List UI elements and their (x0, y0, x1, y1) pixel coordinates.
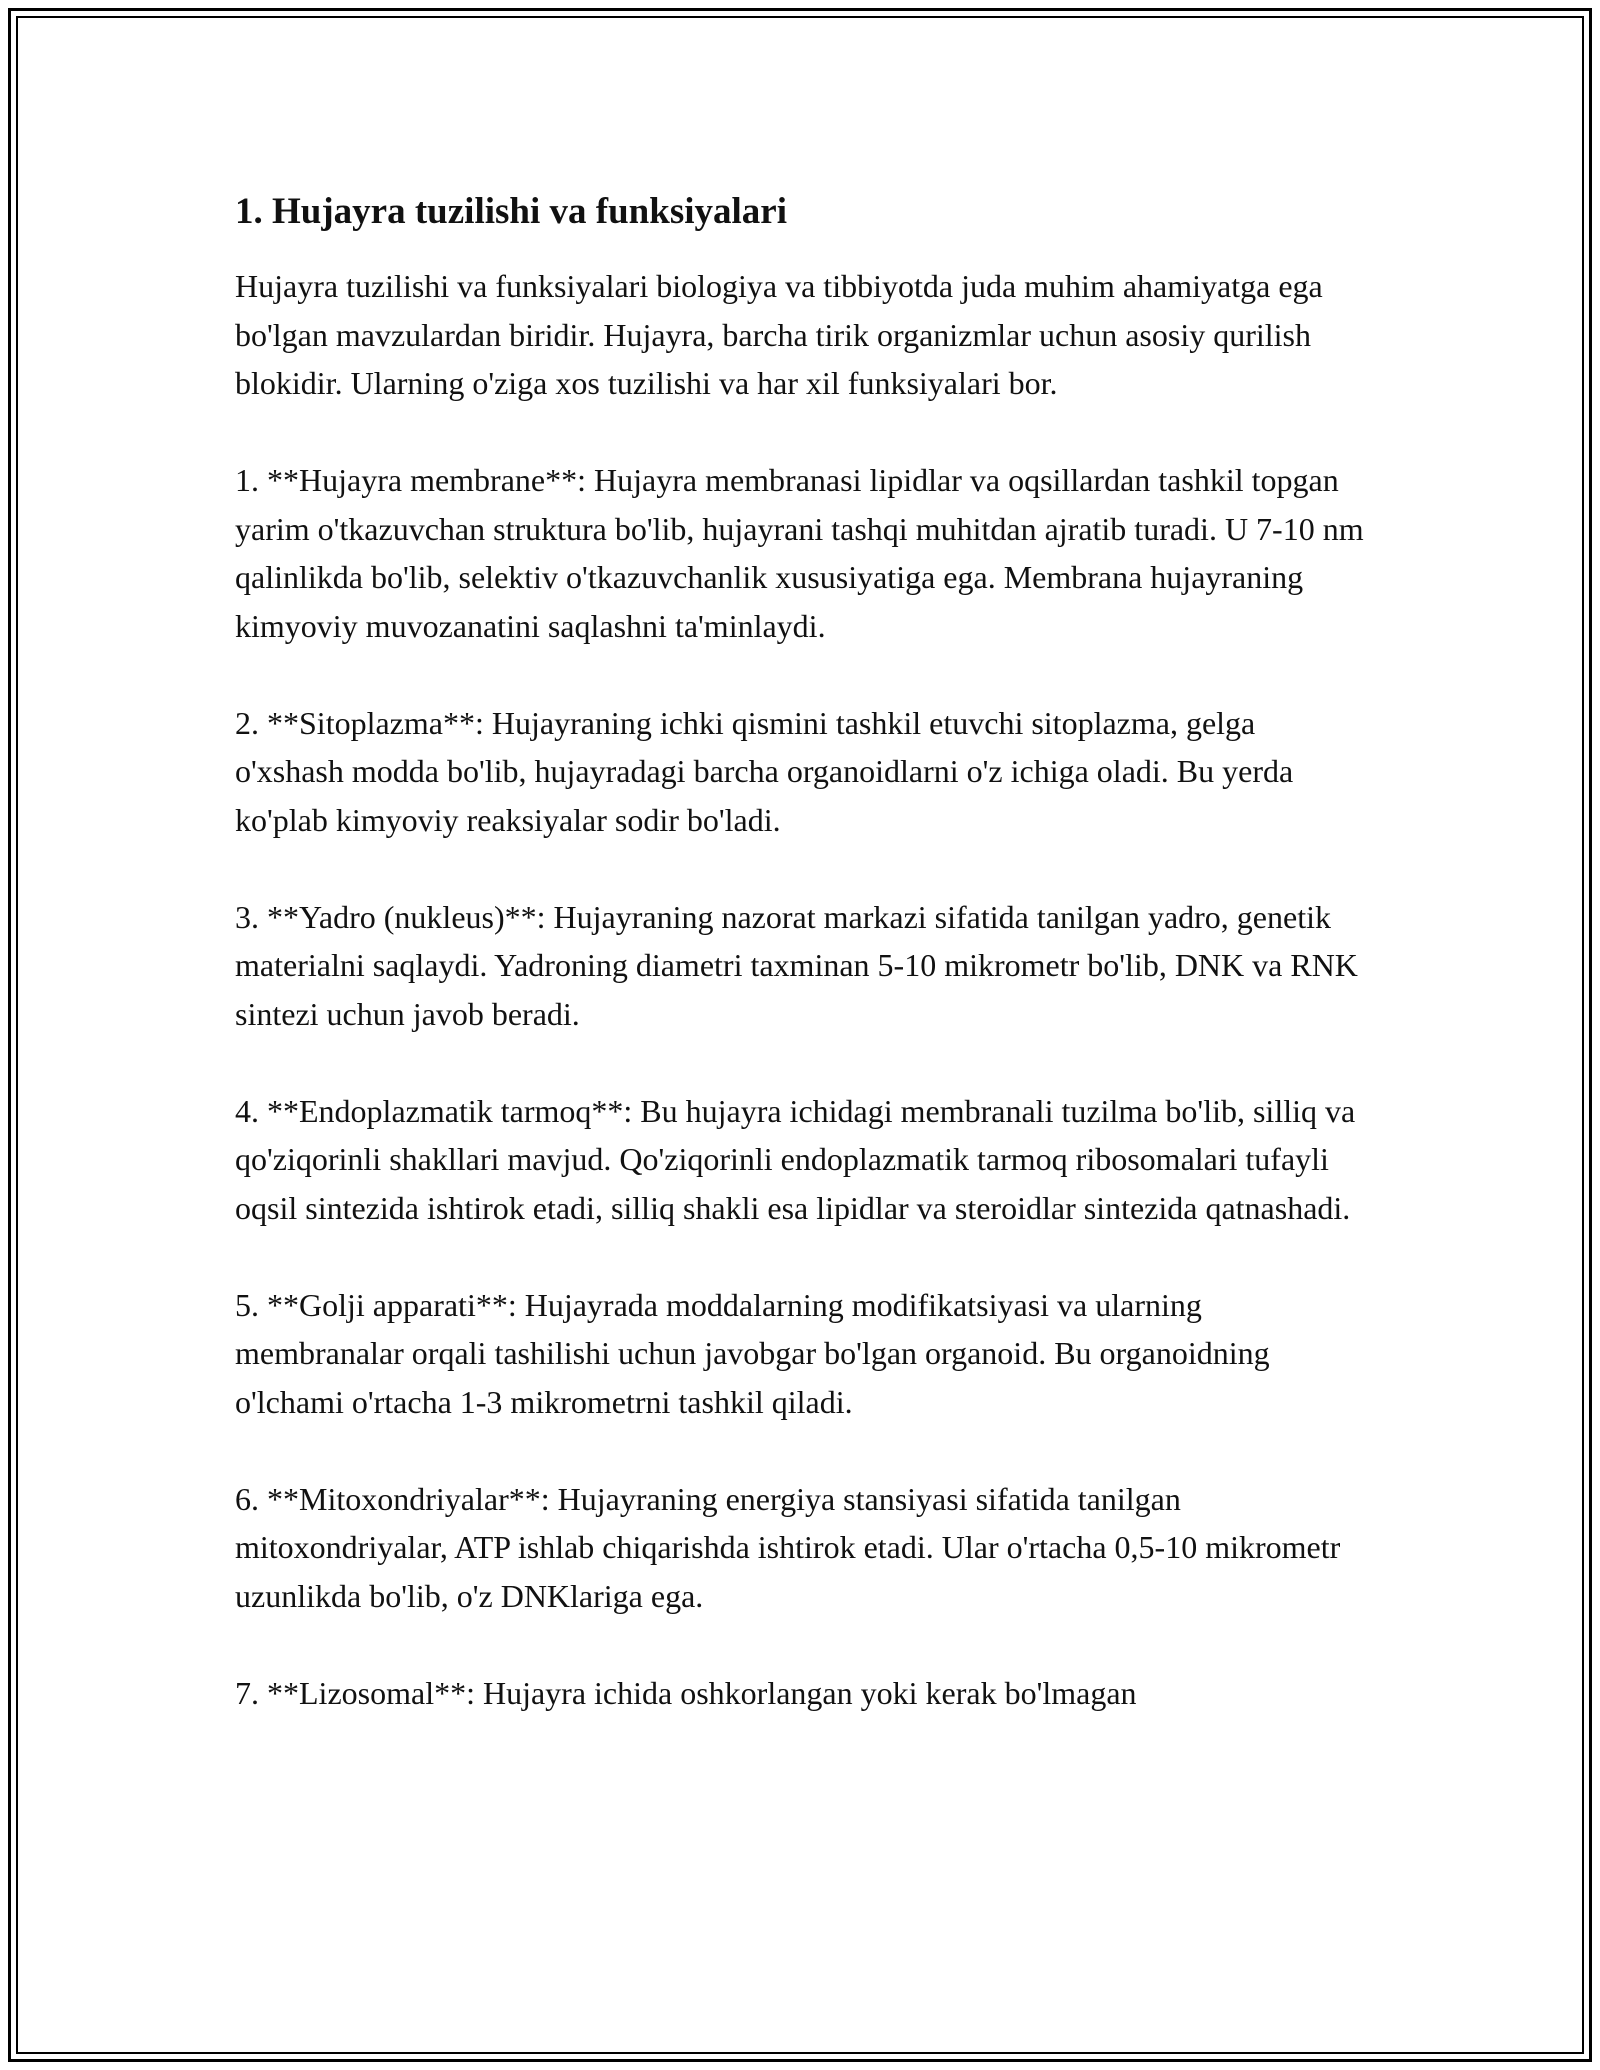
list-item-lysosome: 7. **Lizosomal**: Hujayra ichida oshkorlangan yoki kerak bo'lmagan (235, 1674, 1137, 1711)
intro-paragraph: Hujayra tuzilishi va funksiyalari biologiya va tibbiyotda juda muhim ahamiyatga ega bo'lgan mavzulardan biridir. Hujayra, barcha tirik organizmlar uchun asosiy qurilish blokidir. Ularning o'ziga xos tuzilishi va har xil funksiyalari bor. (235, 268, 1323, 401)
list-item-mitochondria: 6. **Mitoxondriyalar**: Hujayraning energiya stansiyasi sifatida tanilgan mitoxondriyalar, ATP ishlab chiqarishda ishtirok etadi. Ular o'rtacha 0,5-10 mikrometr uzunlikda bo'lib, o'z DNKlariga ega. (235, 1480, 1341, 1614)
list-item-cytoplasm: 2. **Sitoplazma**: Hujayraning ichki qismini tashkil etuvchi sitoplazma, gelga o'xshash modda bo'lib, hujayradagi barcha organoidlarni o'z ichiga oladi. Bu yerda ko'plab kimyoviy reaksiyalar sodir bo'ladi. (235, 704, 1294, 838)
document-body (235, 188, 1365, 1766)
list-item-nucleus: 3. **Yadro (nukleus)**: Hujayraning nazorat markazi sifatida tanilgan yadro, genetik materialni saqlaydi. Yadroning diametri taxminan 5-10 mikrometr bo'lib, DNK va RNK sintezi uchun javob beradi. (235, 898, 1358, 1032)
section-heading: 1. Hujayra tuzilishi va funksiyalari (235, 191, 787, 232)
list-item-endoplasmic-reticulum: 4. **Endoplazmatik tarmoq**: Bu hujayra ichidagi membranali tuzilma bo'lib, silliq va qo'ziqorinli shakllari mavjud. Qo'ziqorinli endoplazmatik tarmoq ribosomalari tufayli oqsil sintezida ishtirok etadi, silliq shakli esa lipidlar va steroidlar sintezida qatnashadi. (235, 1092, 1356, 1226)
list-item-membrane: 1. **Hujayra membrane**: Hujayra membranasi lipidlar va oqsillardan tashkil topgan yarim o'tkazuvchan struktura bo'lib, hujayrani tashqi muhitdan ajratib turadi. U 7-10 nm qalinlikda bo'lib, selektiv o'tkazuvchanlik xususiyatiga ega. Membrana hujayraning kimyoviy muvozanatini saqlashni ta'minlaydi. (235, 462, 1364, 644)
list-item-golgi: 5. **Golji apparati**: Hujayrada moddalarning modifikatsiyasi va ularning membranalar orqali tashilishi uchun javobgar bo'lgan organoid. Bu organoidning o'lchami o'rtacha 1-3 mikrometrni tashkil qiladi. (235, 1286, 1270, 1420)
